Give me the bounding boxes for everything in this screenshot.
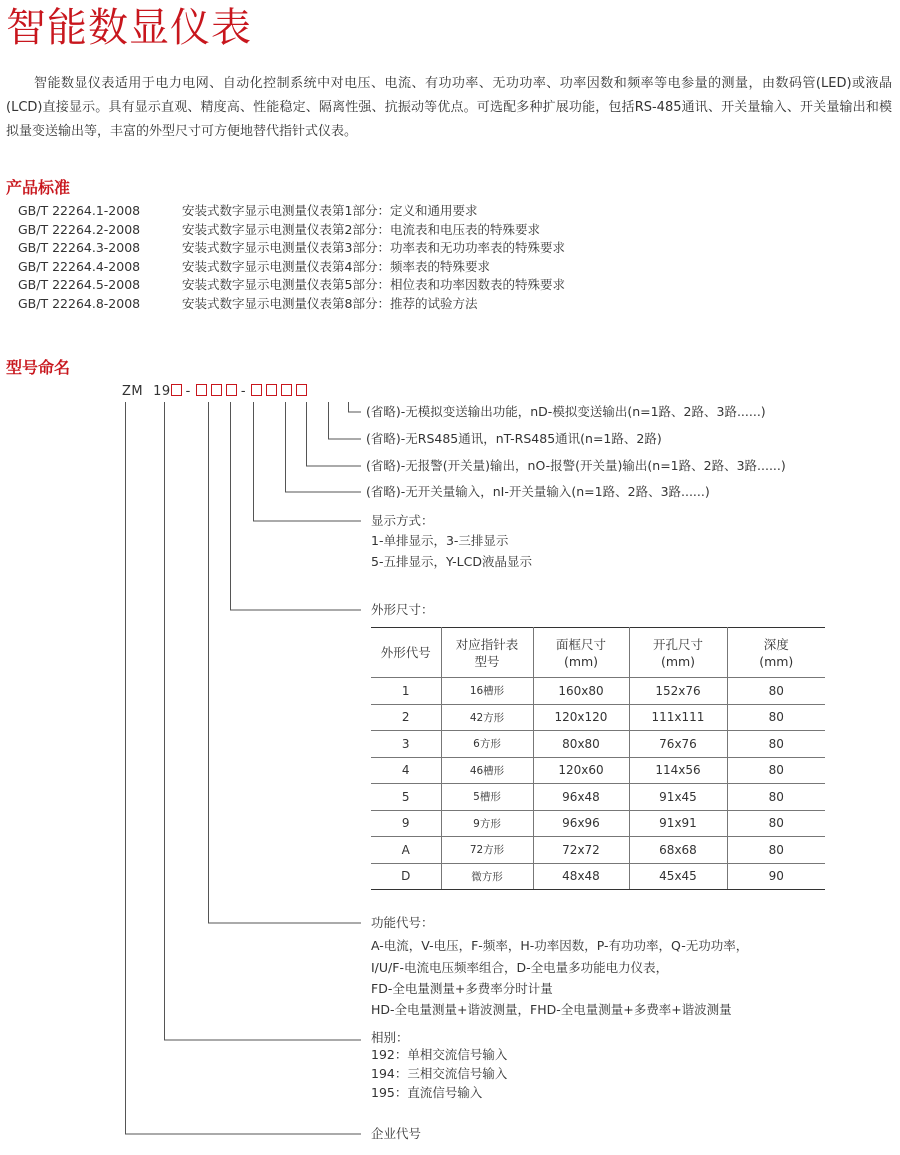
table-row: 2 42方形 120x120 111x111 80 (371, 704, 825, 731)
function-line: A-电流，V-电压，F-频率，H-功率因数，P-有功功率，Q-无功功率， (371, 938, 749, 953)
model-naming-title: 型号命名 (6, 358, 71, 377)
standard-code: GB/T 22264.1-2008 (18, 203, 141, 218)
standard-code: GB/T 22264.4-2008 (18, 258, 141, 274)
standard-desc: 安装式数字显示电测量仪表第1部分：定义和通用要求 (182, 203, 478, 218)
col-header: 外形代号 (371, 628, 441, 678)
function-title: 功能代号： (371, 915, 434, 930)
standard-desc: 安装式数字显示电测量仪表第8部分：推荐的试验方法 (182, 295, 478, 311)
dimensions-table (371, 627, 825, 890)
placeholder-box (171, 384, 182, 396)
option-analog-output: (省略)-无模拟变送输出功能，nD-模拟变送输出(n=1路、2路、3路......) (366, 404, 766, 419)
connector-display (254, 402, 362, 521)
col-header: 对应指针表 型号 (441, 628, 533, 678)
table-row: 1 16槽形 160x80 152x76 80 (371, 678, 825, 705)
standard-code: GB/T 22264.5-2008 (18, 277, 141, 292)
table-row: 4 46槽形 120x60 114x56 80 (371, 757, 825, 784)
standard-desc: 安装式数字显示电测量仪表第3部分：功率表和无功功率表的特殊要求 (182, 240, 565, 255)
standards-title: 产品标准 (6, 178, 71, 197)
phase-line: 194：三相交流信号输入 (371, 1066, 508, 1081)
code-dash: - (185, 384, 191, 399)
table-header-row (371, 628, 825, 678)
connector-rs485 (329, 402, 362, 439)
display-title: 显示方式： (371, 513, 434, 528)
standard-code: GB/T 22264.8-2008 (18, 295, 141, 311)
option-alarm-output: (省略)-无报警(开关量)输出，nO-报警(开关量)输出(n=1路、2路、3路......) (366, 458, 786, 473)
placeholder-box (226, 384, 237, 396)
table-row: D 微方形 48x48 45x45 90 (371, 863, 825, 890)
placeholder-box (211, 384, 222, 396)
code-prefix: ZM (122, 384, 144, 399)
page-title: 智能数显仪表 (6, 5, 252, 51)
connector-analog-output (349, 402, 362, 412)
code-series: 19 (153, 384, 171, 399)
placeholder-box (196, 384, 207, 396)
intro-paragraph: 智能数显仪表适用于电力电网、自动化控制系统中对电压、电流、有功功率、无功功率、功率因数和频率等电参量的测量，由数码管(LED)或液晶(LCD)直接显示。具有显示直观、精度高、性能稳定、隔离性强、抗振动等优点。可选配多种扩展功能，包括RS-485通讯、开关量输入、开关量输出和模拟量变送输出等，丰富的外型尺寸可方便地替代指针式仪表。 (6, 76, 892, 139)
table-row: 5 5槽形 96x48 91x45 80 (371, 784, 825, 811)
company-code: 企业代号 (371, 1126, 422, 1141)
standard-code: GB/T 22264.2-2008 (18, 221, 141, 237)
placeholder-box (251, 384, 262, 396)
standard-desc: 安装式数字显示电测量仪表第4部分：频率表的特殊要求 (182, 258, 490, 274)
phase-title: 相别： (371, 1030, 409, 1045)
option-switch-input: (省略)-无开关量输入，nI-开关量输入(n=1路、2路、3路......) (366, 484, 710, 499)
placeholder-box (266, 384, 277, 396)
table-row: A 72方形 72x72 68x68 80 (371, 837, 825, 864)
display-line: 5-五排显示，Y-LCD液晶显示 (371, 554, 532, 569)
placeholder-box (281, 384, 292, 396)
connector-switch-input (286, 402, 362, 492)
phase-line: 195：直流信号输入 (371, 1085, 483, 1100)
col-header: 面框尺寸 (mm) (533, 628, 629, 678)
display-line: 1-单排显示，3-三排显示 (371, 533, 509, 548)
function-line: FD-全电量测量+多费率分时计量 (371, 981, 553, 996)
standard-desc: 安装式数字显示电测量仪表第5部分：相位表和功率因数表的特殊要求 (182, 277, 565, 292)
standard-desc: 安装式数字显示电测量仪表第2部分：电流表和电压表的特殊要求 (182, 221, 540, 237)
col-header: 深度 (mm) (727, 628, 825, 678)
function-line: HD-全电量测量+谐波测量，FHD-全电量测量+多费率+谐波测量 (371, 1002, 732, 1017)
option-rs485: (省略)-无RS485通讯，nT-RS485通讯(n=1路、2路) (366, 431, 662, 446)
phase-line: 192：单相交流信号输入 (371, 1047, 508, 1062)
connector-dimensions (231, 402, 362, 610)
connector-function (209, 402, 362, 923)
dimensions-title: 外形尺寸： (371, 602, 434, 617)
placeholder-box (296, 384, 307, 396)
function-line: I/U/F-电流电压频率组合，D-全电量多功能电力仪表， (371, 960, 669, 975)
code-dash: - (240, 384, 247, 399)
table-row: 3 6方形 80x80 76x76 80 (371, 731, 825, 758)
model-code (122, 384, 311, 398)
connector-company (126, 402, 362, 1134)
table-row: 9 9方形 96x96 91x91 80 (371, 810, 825, 837)
connector-phase (165, 402, 362, 1040)
col-header: 开孔尺寸 (mm) (629, 628, 727, 678)
standard-code: GB/T 22264.3-2008 (18, 240, 141, 255)
